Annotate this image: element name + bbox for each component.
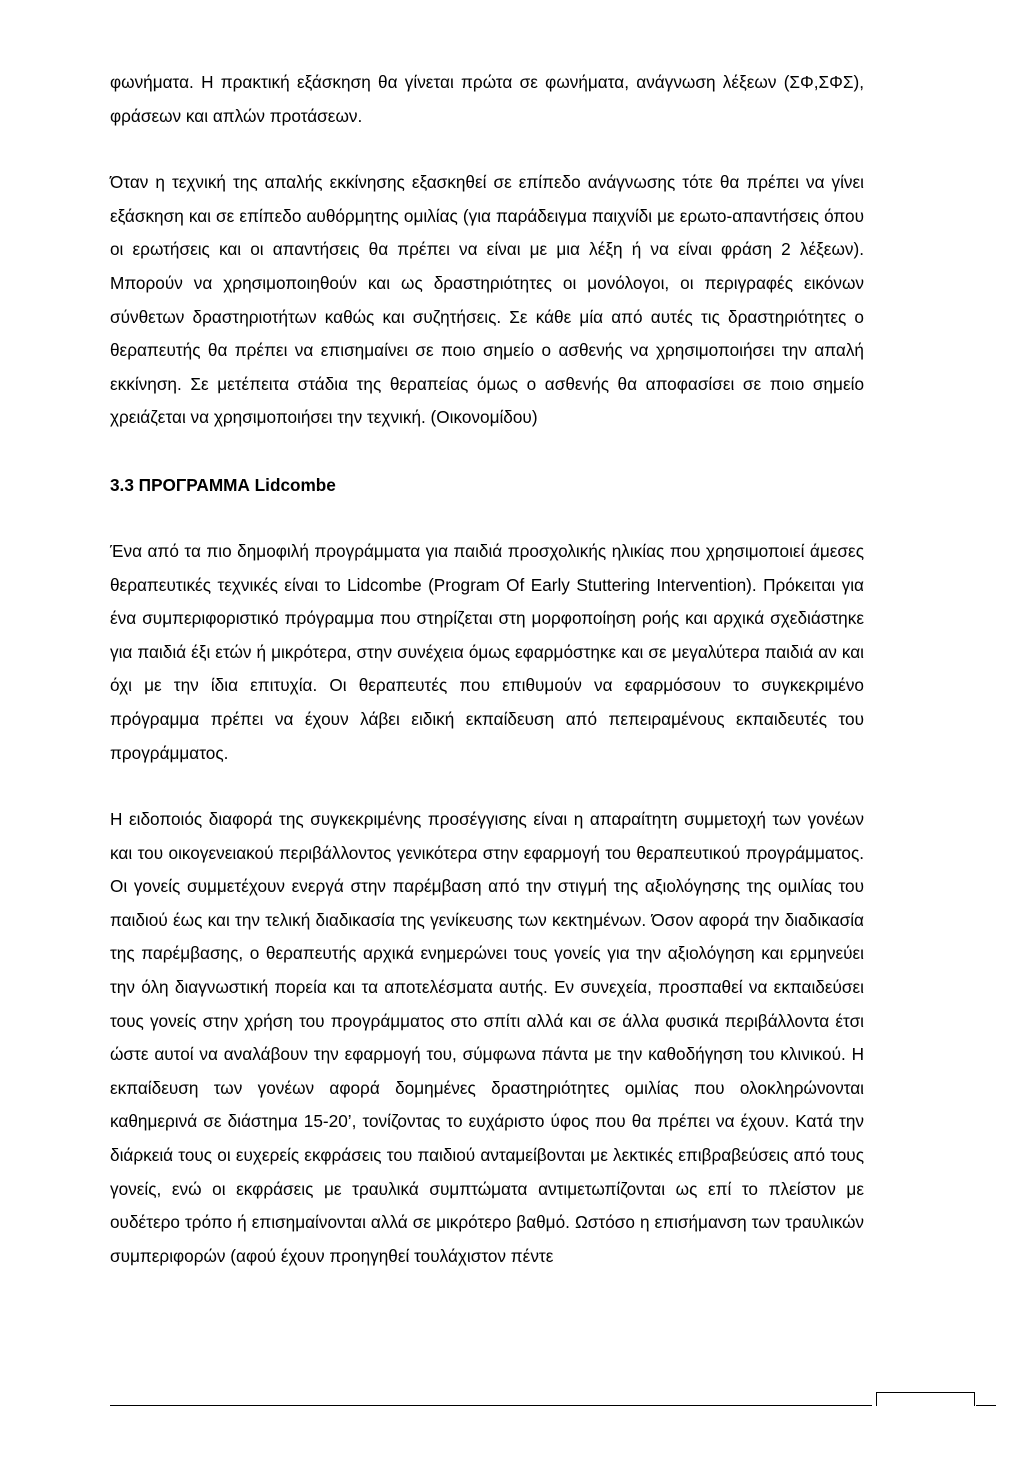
section-heading: 3.3 ΠΡΟΓΡΑΜΜΑ Lidcombe xyxy=(110,474,336,495)
paragraph-phonemes: φωνήματα. Η πρακτική εξάσκηση θα γίνεται πρώτα σε φωνήματα, ανάγνωση λέξεων (ΣΦ,ΣΦΣ), φράσεων και απλών προτάσεων. xyxy=(110,72,864,126)
paragraph-soft-onset: Όταν η τεχνική της απαλής εκκίνησης εξασκηθεί σε επίπεδο ανάγνωσης τότε θα πρέπει να γίνει εξάσκηση και σε επίπεδο αυθόρμητης ομιλίας (για παράδειγμα παιχνίδι με ερωτο-απαντήσεις όπου οι ερωτήσεις και οι απαντήσεις θα πρέπει να είναι με μια λέξη ή να είναι φράση 2 λέξεων). Μπορούν να χρησιμοποιηθούν και ως δραστηριότητες οι μονόλογοι, οι περιγραφές εικόνων σύνθετων δραστηριοτήτων καθώς και συζητήσεις. Σε κάθε μία από αυτές τις δραστηριότητες ο θεραπευτής θα πρέπει να επισημαίνει σε ποιο σημείο ο ασθενής να χρησιμοποιήσει την απαλή εκκίνηση. Σε μετέπειτα στάδια της θεραπείας όμως ο ασθενής θα αποφασίσει σε ποιο σημείο χρειάζεται να χρησιμοποιήσει την τεχνική. (Οικονομίδου) xyxy=(110,172,864,428)
paragraph-parents-role: Η ειδοποιός διαφορά της συγκεκριμένης προσέγγισης είναι η απαραίτητη συμμετοχή των γονέων και του οικογενειακού περιβάλλοντος γενικότερα στην εφαρμογή του θεραπευτικού προγράμματος. Οι γονείς συμμετέχουν ενεργά στην παρέμβαση από την στιγμή της αξιολόγησης της ομιλίας του παιδιού έως και την τελική διαδικασία της γενίκευσης των κεκτημένων. Όσον αφορά την διαδικασία της παρέμβασης, ο θεραπευτής αρχικά ενημερώνει τους γονείς για την αξιολόγηση και ερμηνεύει την όλη διαγνωστική πορεία και τα αποτελέσματα αυτής. Εν συνεχεία, προσπαθεί να εκπαιδεύσει τους γονείς στην χρήση του προγράμματος στο σπίτι αλλά και σε άλλα φυσικά περιβάλλοντα έτσι ώστε αυτοί να αναλάβουν την εφαρμογή του, σύμφωνα πάντα με την καθοδήγηση του κλινικού. Η εκπαίδευση των γονέων αφορά δομημένες δραστηριότητες ομιλίας που ολοκληρώνονται καθημερινά σε διάστημα 15-20’, τονίζοντας το ευχάριστο ύφος που θα πρέπει να έχουν. Κατά την διάρκειά τους οι ευχερείς εκφράσεις του παιδιού ανταμείβονται με λεκτικές επιβραβεύσεις από τους γονείς, ενώ οι εκφράσεις με τραυλικά συμπτώματα αντιμετωπίζονται ως επί το πλείστον με ουδέτερο τρόπο ή επισημαίνονται αλλά σε μικρότερο βαθμό. Ωστόσο η επισήμανση των τραυλικών συμπεριφορών (αφού έχουν προηγηθεί τουλάχιστον πέντε xyxy=(110,809,864,1266)
paragraph-lidcombe-intro: Ένα από τα πιο δημοφιλή προγράμματα για παιδιά προσχολικής ηλικίας που χρησιμοποιεί άμεσες θεραπευτικές τεχνικές είναι το Lidcombe (Program Of Early Stuttering Intervention). Πρόκειται για ένα συμπεριφοριστικό πρόγραμμα που στηρίζεται στη μορφοποίηση ροής και αρχικά σχεδιάστηκε για παιδιά έξι ετών ή μικρότερα, στην συνέχεια όμως εφαρμόστηκε και σε μεγαλύτερα παιδιά αν και όχι με την ίδια επιτυχία. Οι θεραπευτές που επιθυμούν να εφαρμόσουν το συγκεκριμένο πρόγραμμα πρέπει να έχουν λάβει ειδική εκπαίδευση από πεπειραμένους εκπαιδευτές του προγράμματος. xyxy=(110,540,864,763)
footer-page-tab xyxy=(876,1392,975,1406)
footer-rule-tail xyxy=(976,1405,996,1406)
footer-rule xyxy=(110,1405,872,1406)
document-page xyxy=(110,66,864,1273)
